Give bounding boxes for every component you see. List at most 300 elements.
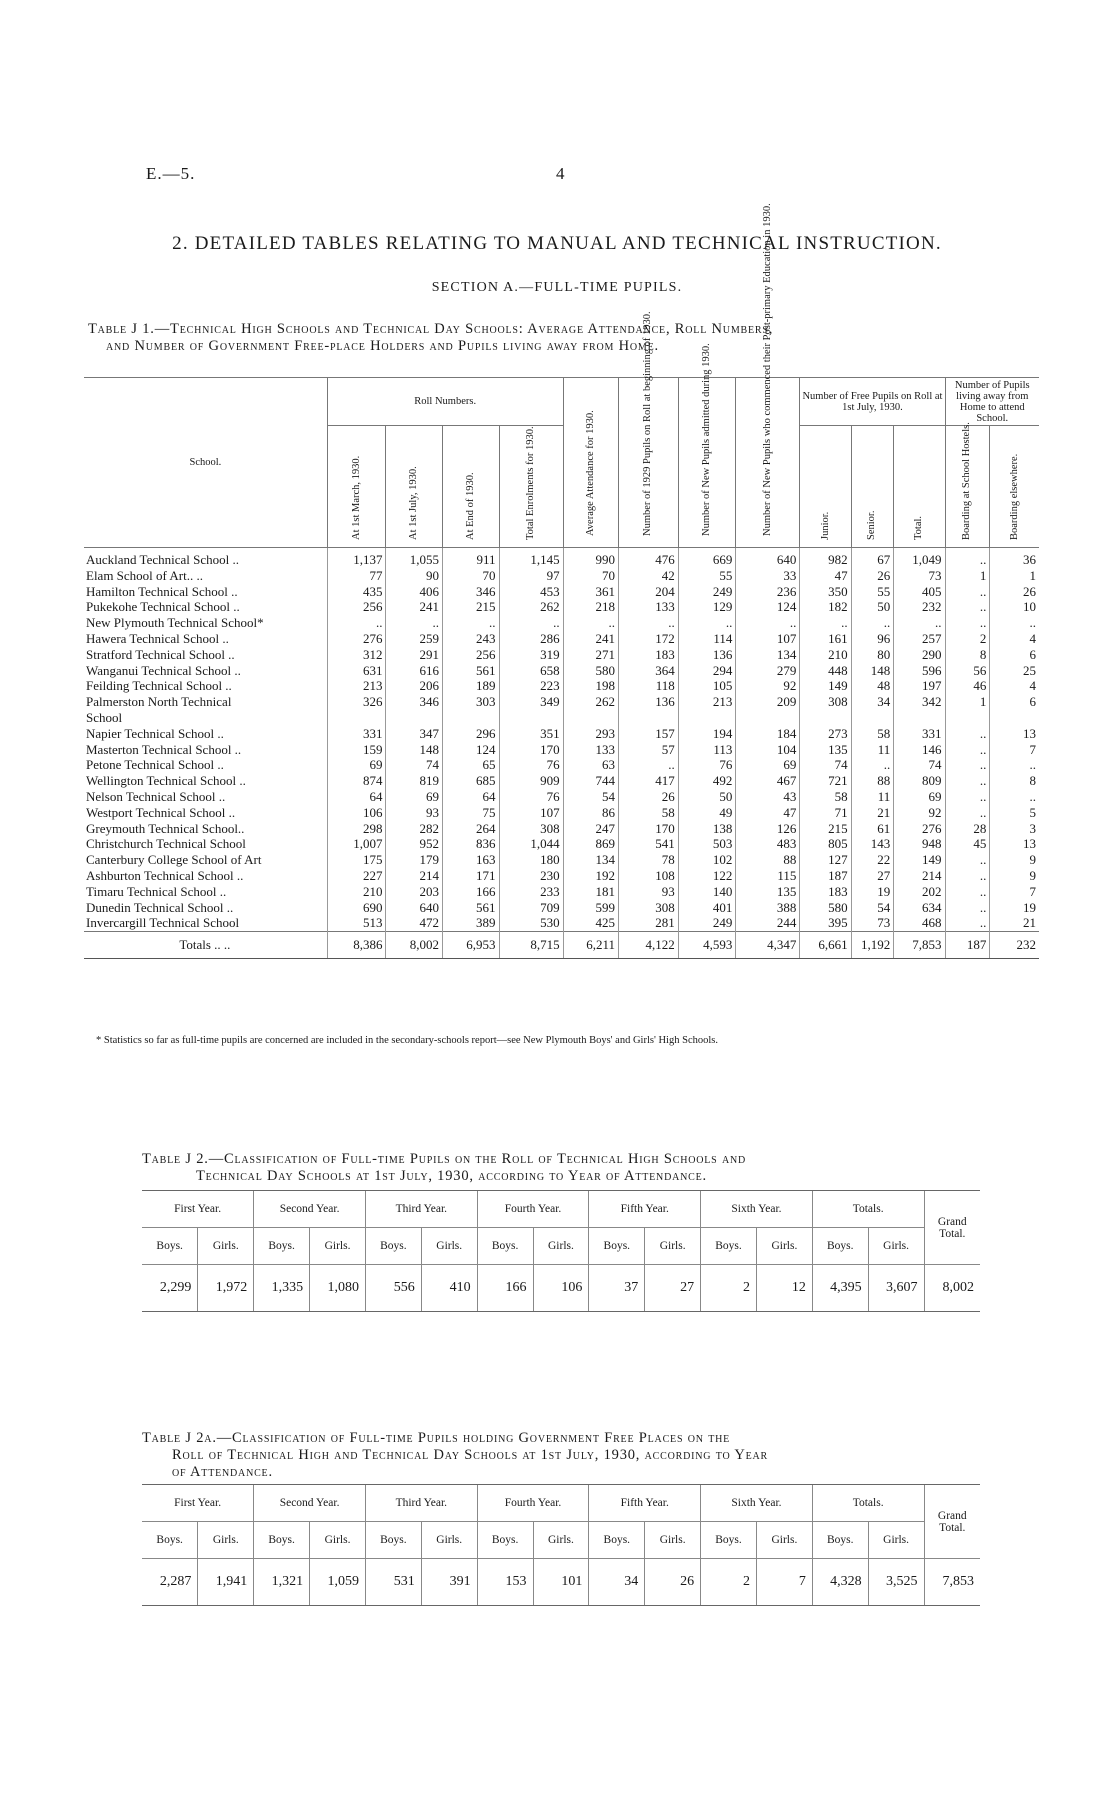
table-cell: 202 xyxy=(894,884,945,900)
table-j2a-caption-line1: Table J 2a.—Classification of Full-time Pupils holding Government Free Places on the xyxy=(142,1430,731,1446)
table-cell: 210 xyxy=(327,884,386,900)
table-cell: 350 xyxy=(800,584,851,600)
table-cell xyxy=(499,710,563,726)
year-header: Totals. xyxy=(812,1191,924,1228)
table-cell: .. xyxy=(945,789,990,805)
table-cell: .. xyxy=(736,615,800,631)
table-cell: 303 xyxy=(442,694,499,710)
page-reference: E.—5. xyxy=(146,164,196,183)
table-cell: 22 xyxy=(851,852,894,868)
table-cell: 291 xyxy=(386,647,443,663)
table-cell: 346 xyxy=(442,584,499,600)
table-cell: 6 xyxy=(990,647,1039,663)
table-cell xyxy=(736,710,800,726)
table-cell: 136 xyxy=(619,694,679,710)
table-cell: 148 xyxy=(386,742,443,758)
table-cell: 45 xyxy=(945,836,990,852)
table-cell: 276 xyxy=(327,631,386,647)
table-cell xyxy=(990,710,1039,726)
school-name: Nelson Technical School .. xyxy=(86,788,226,804)
year-header: Third Year. xyxy=(365,1485,477,1522)
boys-header: Boys. xyxy=(477,1228,533,1265)
table-cell: 77 xyxy=(327,568,386,584)
school-name: Wanganui Technical School .. xyxy=(86,662,241,678)
table-cell: 149 xyxy=(894,852,945,868)
girls-header: Girls. xyxy=(421,1228,477,1265)
table-j1-footnote: * Statistics so far as full-time pupils are concerned are included in the secondary-schools report—see New Plymouth Boys' and Girls' High Schools. xyxy=(96,1035,718,1046)
table-cell: 148 xyxy=(851,663,894,679)
totals-label: Totals .. .. xyxy=(84,932,327,959)
table-cell: 874 xyxy=(327,773,386,789)
table-cell: 135 xyxy=(800,742,851,758)
school-name: Stratford Technical School .. xyxy=(86,646,235,662)
value-cell: 37 xyxy=(589,1265,645,1312)
table-cell: 264 xyxy=(442,821,499,837)
girls-header: Girls. xyxy=(756,1228,812,1265)
boys-header: Boys. xyxy=(254,1228,310,1265)
table-cell: 49 xyxy=(678,805,736,821)
table-cell: 75 xyxy=(442,805,499,821)
table-cell: 631 xyxy=(327,663,386,679)
table-cell: 282 xyxy=(386,821,443,837)
totals-cell: 6,661 xyxy=(800,932,851,959)
table-cell: 241 xyxy=(386,599,443,615)
girls-header: Girls. xyxy=(533,1228,589,1265)
table-cell: 388 xyxy=(736,900,800,916)
girls-header: Girls. xyxy=(756,1522,812,1559)
table-cell: 294 xyxy=(678,663,736,679)
table-cell: 143 xyxy=(851,836,894,852)
table-cell: 1,055 xyxy=(386,548,443,568)
table-j2 xyxy=(142,1190,980,1312)
value-cell: 2 xyxy=(701,1265,757,1312)
table-cell: 50 xyxy=(678,789,736,805)
table-row xyxy=(84,631,1039,647)
table-cell: 236 xyxy=(736,584,800,600)
table-cell: .. xyxy=(945,599,990,615)
grand-total-header: Grand Total. xyxy=(924,1485,980,1559)
table-cell: 67 xyxy=(851,548,894,568)
table-cell: 46 xyxy=(945,678,990,694)
girls-header: Girls. xyxy=(645,1522,701,1559)
table-cell: 406 xyxy=(386,584,443,600)
table-j2-year-header xyxy=(142,1191,980,1228)
table-cell: 262 xyxy=(563,694,618,710)
school-name: Ashburton Technical School .. xyxy=(86,867,244,883)
table-cell: 48 xyxy=(851,678,894,694)
table-cell: 308 xyxy=(800,694,851,710)
table-row xyxy=(84,599,1039,615)
table-cell: 198 xyxy=(563,678,618,694)
col-group-free-pupils: Number of Free Pupils on Roll at 1st July, 1930. xyxy=(800,378,945,426)
main-title: 2. DETAILED TABLES RELATING TO MANUAL AND TECHNICAL INSTRUCTION. xyxy=(172,233,942,254)
table-j2-caption-line2: Technical Day Schools at 1st July, 1930, according to Year of Attendance. xyxy=(196,1168,707,1184)
boys-header: Boys. xyxy=(701,1522,757,1559)
table-cell: .. xyxy=(945,900,990,916)
year-header: Fifth Year. xyxy=(589,1191,701,1228)
totals-cell: 8,002 xyxy=(386,932,443,959)
school-name: Pukekohe Technical School .. xyxy=(86,599,240,615)
col-senior: Senior. xyxy=(851,426,894,548)
table-j1-caption xyxy=(88,321,1048,355)
table-cell: .. xyxy=(990,789,1039,805)
table-cell: .. xyxy=(619,757,679,773)
table-cell: 5 xyxy=(990,805,1039,821)
table-cell xyxy=(851,710,894,726)
boys-header: Boys. xyxy=(254,1522,310,1559)
table-cell: 69 xyxy=(386,789,443,805)
table-cell xyxy=(386,710,443,726)
table-cell: 990 xyxy=(563,548,618,568)
year-header: Fifth Year. xyxy=(589,1485,701,1522)
table-cell: .. xyxy=(678,615,736,631)
year-header: Second Year. xyxy=(254,1191,366,1228)
school-name: Invercargill Technical School xyxy=(86,915,240,931)
table-row xyxy=(84,663,1039,679)
col-group-living-away: Number of Pupils living away from Home to attend School. xyxy=(945,378,1039,426)
table-j2-caption-line1: Table J 2.—Classification of Full-time Pupils on the Roll of Technical High Schools and xyxy=(142,1151,747,1167)
table-cell: .. xyxy=(945,868,990,884)
table-cell: 181 xyxy=(563,884,618,900)
table-cell: .. xyxy=(894,615,945,631)
table-cell: 88 xyxy=(736,852,800,868)
table-cell: 1,137 xyxy=(327,548,386,568)
table-cell: .. xyxy=(386,615,443,631)
value-cell: 1,941 xyxy=(198,1559,254,1606)
table-cell: 351 xyxy=(499,726,563,742)
boys-header: Boys. xyxy=(142,1228,198,1265)
table-cell: 58 xyxy=(800,789,851,805)
table-cell: 709 xyxy=(499,900,563,916)
table-cell: 279 xyxy=(736,663,800,679)
table-cell: 76 xyxy=(678,757,736,773)
table-j2-caption xyxy=(142,1151,982,1185)
girls-header: Girls. xyxy=(198,1228,254,1265)
table-cell: 640 xyxy=(386,900,443,916)
table-cell: 227 xyxy=(327,868,386,884)
table-cell: 54 xyxy=(563,789,618,805)
table-cell: 326 xyxy=(327,694,386,710)
table-cell: 616 xyxy=(386,663,443,679)
table-cell: 146 xyxy=(894,742,945,758)
table-cell: 281 xyxy=(619,915,679,931)
table-cell: 1,145 xyxy=(499,548,563,568)
table-cell: 126 xyxy=(736,821,800,837)
table-cell: 73 xyxy=(894,568,945,584)
table-row xyxy=(84,773,1039,789)
table-cell: 106 xyxy=(327,805,386,821)
table-cell: 312 xyxy=(327,647,386,663)
value-cell: 27 xyxy=(645,1265,701,1312)
col-at-1st-july: At 1st July, 1930. xyxy=(386,426,443,548)
table-cell: 34 xyxy=(851,694,894,710)
value-cell: 166 xyxy=(477,1265,533,1312)
table-cell: 76 xyxy=(499,757,563,773)
table-row xyxy=(84,726,1039,742)
table-cell: 73 xyxy=(851,915,894,931)
table-cell: 124 xyxy=(736,599,800,615)
table-cell: 11 xyxy=(851,742,894,758)
table-row xyxy=(84,548,1039,568)
table-cell: 69 xyxy=(736,757,800,773)
table-cell xyxy=(442,710,499,726)
table-cell: 63 xyxy=(563,757,618,773)
table-cell: 180 xyxy=(499,852,563,868)
table-cell: 56 xyxy=(945,663,990,679)
table-cell: .. xyxy=(442,615,499,631)
table-cell: 223 xyxy=(499,678,563,694)
table-cell: 276 xyxy=(894,821,945,837)
table-cell: 133 xyxy=(563,742,618,758)
table-j2a-year-header xyxy=(142,1485,980,1522)
table-cell: 596 xyxy=(894,663,945,679)
table-cell: 395 xyxy=(800,915,851,931)
table-cell: 114 xyxy=(678,631,736,647)
value-cell: 1,335 xyxy=(254,1265,310,1312)
totals-cell: 6,211 xyxy=(563,932,618,959)
table-cell: 104 xyxy=(736,742,800,758)
table-cell: 1 xyxy=(945,694,990,710)
value-cell: 7 xyxy=(756,1559,812,1606)
totals-cell: 4,347 xyxy=(736,932,800,959)
year-header: First Year. xyxy=(142,1485,254,1522)
table-cell: 213 xyxy=(678,694,736,710)
table-cell: 308 xyxy=(619,900,679,916)
totals-row xyxy=(84,932,1039,959)
table-cell: 19 xyxy=(990,900,1039,916)
table-row xyxy=(84,900,1039,916)
value-cell: 8,002 xyxy=(924,1265,980,1312)
table-row xyxy=(84,789,1039,805)
table-cell: 124 xyxy=(442,742,499,758)
table-cell xyxy=(619,710,679,726)
table-cell xyxy=(800,710,851,726)
col-at-1st-march: At 1st March, 1930. xyxy=(327,426,386,548)
table-cell: 50 xyxy=(851,599,894,615)
table-cell: 215 xyxy=(800,821,851,837)
table-cell: 836 xyxy=(442,836,499,852)
table-cell: 96 xyxy=(851,631,894,647)
table-cell: 206 xyxy=(386,678,443,694)
boys-header: Boys. xyxy=(812,1522,868,1559)
table-cell: 70 xyxy=(563,568,618,584)
table-cell: 182 xyxy=(800,599,851,615)
girls-header: Girls. xyxy=(868,1522,924,1559)
school-name: School xyxy=(86,709,123,725)
school-name: Hamilton Technical School .. xyxy=(86,583,238,599)
girls-header: Girls. xyxy=(533,1522,589,1559)
table-cell: 26 xyxy=(619,789,679,805)
table-cell: 492 xyxy=(678,773,736,789)
table-cell: 417 xyxy=(619,773,679,789)
school-name: Timaru Technical School .. xyxy=(86,883,227,899)
table-cell: 273 xyxy=(800,726,851,742)
table-row xyxy=(84,678,1039,694)
col-boarding-hostels: Boarding at School Hostels. xyxy=(945,426,990,548)
table-cell: 159 xyxy=(327,742,386,758)
table-cell: .. xyxy=(945,615,990,631)
table-cell: 262 xyxy=(499,599,563,615)
table-cell: 215 xyxy=(442,599,499,615)
value-cell: 153 xyxy=(477,1559,533,1606)
table-cell: .. xyxy=(851,615,894,631)
table-cell: 389 xyxy=(442,915,499,931)
table-cell: 809 xyxy=(894,773,945,789)
table-cell: 133 xyxy=(619,599,679,615)
table-cell: 271 xyxy=(563,647,618,663)
table-cell: 71 xyxy=(800,805,851,821)
table-cell: 911 xyxy=(442,548,499,568)
value-cell: 1,972 xyxy=(198,1265,254,1312)
col-group-roll-numbers: Roll Numbers. xyxy=(327,378,563,426)
table-cell: 503 xyxy=(678,836,736,852)
table-cell: 230 xyxy=(499,868,563,884)
table-cell: 61 xyxy=(851,821,894,837)
value-cell: 34 xyxy=(589,1559,645,1606)
value-cell: 2,299 xyxy=(142,1265,198,1312)
totals-cell: 4,122 xyxy=(619,932,679,959)
table-cell: 26 xyxy=(851,568,894,584)
totals-cell: 8,715 xyxy=(499,932,563,959)
col-junior: Junior. xyxy=(800,426,851,548)
col-school: School. xyxy=(84,378,327,548)
table-j2-values xyxy=(142,1265,980,1312)
table-cell: 42 xyxy=(619,568,679,584)
girls-header: Girls. xyxy=(310,1522,366,1559)
table-cell: 1 xyxy=(990,568,1039,584)
table-row xyxy=(84,615,1039,631)
table-cell: 70 xyxy=(442,568,499,584)
table-cell: 187 xyxy=(800,868,851,884)
table-j2a-caption xyxy=(142,1430,982,1481)
school-name: Wellington Technical School .. xyxy=(86,773,246,789)
table-row xyxy=(84,884,1039,900)
table-cell: 86 xyxy=(563,805,618,821)
table-cell: 69 xyxy=(327,757,386,773)
table-cell: 349 xyxy=(499,694,563,710)
table-cell: .. xyxy=(945,584,990,600)
table-cell: 3 xyxy=(990,821,1039,837)
table-j1-caption-line2: and Number of Government Free-place Holders and Pupils living away from Home. xyxy=(106,338,659,354)
table-cell: 599 xyxy=(563,900,618,916)
value-cell: 101 xyxy=(533,1559,589,1606)
table-cell: 13 xyxy=(990,726,1039,742)
table-cell: 92 xyxy=(894,805,945,821)
value-cell: 410 xyxy=(421,1265,477,1312)
table-cell: 107 xyxy=(499,805,563,821)
table-cell: 331 xyxy=(894,726,945,742)
table-cell: .. xyxy=(945,852,990,868)
table-cell: 347 xyxy=(386,726,443,742)
school-name: Westport Technical School .. xyxy=(86,804,236,820)
table-cell: 184 xyxy=(736,726,800,742)
table-cell: 64 xyxy=(327,789,386,805)
table-cell: 204 xyxy=(619,584,679,600)
col-boarding-elsewhere: Boarding elsewhere. xyxy=(990,426,1039,548)
table-cell: 47 xyxy=(800,568,851,584)
table-cell xyxy=(327,710,386,726)
totals-cell: 4,593 xyxy=(678,932,736,959)
table-cell: 308 xyxy=(499,821,563,837)
table-cell: 26 xyxy=(990,584,1039,600)
table-cell: 8 xyxy=(990,773,1039,789)
table-cell: 163 xyxy=(442,852,499,868)
table-cell: 115 xyxy=(736,868,800,884)
totals-cell: 8,386 xyxy=(327,932,386,959)
table-cell: 453 xyxy=(499,584,563,600)
boys-header: Boys. xyxy=(701,1228,757,1265)
table-cell: 819 xyxy=(386,773,443,789)
table-cell: 183 xyxy=(800,884,851,900)
table-cell: 561 xyxy=(442,900,499,916)
table-cell: 107 xyxy=(736,631,800,647)
table-cell: 1,049 xyxy=(894,548,945,568)
table-cell: 209 xyxy=(736,694,800,710)
table-cell: .. xyxy=(851,757,894,773)
table-cell: 25 xyxy=(990,663,1039,679)
year-header: Fourth Year. xyxy=(477,1485,589,1522)
table-cell: 257 xyxy=(894,631,945,647)
girls-header: Girls. xyxy=(310,1228,366,1265)
table-j2-sex-header xyxy=(142,1228,980,1265)
year-header: Second Year. xyxy=(254,1485,366,1522)
table-cell: 467 xyxy=(736,773,800,789)
table-cell: 58 xyxy=(851,726,894,742)
table-cell xyxy=(678,710,736,726)
value-cell: 3,607 xyxy=(868,1265,924,1312)
table-cell: .. xyxy=(945,757,990,773)
table-cell: 93 xyxy=(386,805,443,821)
table-cell: 78 xyxy=(619,852,679,868)
table-cell: 28 xyxy=(945,821,990,837)
table-cell xyxy=(945,710,990,726)
school-name: Christchurch Technical School xyxy=(86,836,246,852)
school-name: Feilding Technical School .. xyxy=(86,678,232,694)
table-cell: 513 xyxy=(327,915,386,931)
table-cell: 80 xyxy=(851,647,894,663)
table-row xyxy=(84,584,1039,600)
table-cell: 9 xyxy=(990,852,1039,868)
table-cell: 290 xyxy=(894,647,945,663)
table-cell: 721 xyxy=(800,773,851,789)
page-number: 4 xyxy=(556,164,565,183)
table-cell: 346 xyxy=(386,694,443,710)
table-cell: 197 xyxy=(894,678,945,694)
totals-cell: 6,953 xyxy=(442,932,499,959)
col-new-pupils: Number of New Pupils admitted during 1930. xyxy=(678,378,736,548)
table-cell: 93 xyxy=(619,884,679,900)
table-cell: 21 xyxy=(990,915,1039,931)
year-header: Fourth Year. xyxy=(477,1191,589,1228)
school-name: Palmerston North Technical xyxy=(86,694,232,710)
value-cell: 391 xyxy=(421,1559,477,1606)
table-cell: .. xyxy=(945,805,990,821)
school-name: Masterton Technical School .. xyxy=(86,741,242,757)
table-j2a-caption-line2: Roll of Technical High and Technical Day Schools at 1st July, 1930, according to Year xyxy=(172,1447,769,1463)
table-j1-caption-line1: Table J 1.—Technical High Schools and Technical Day Schools: Average Attendance, Roll Numbers, xyxy=(88,321,774,337)
table-cell: 105 xyxy=(678,678,736,694)
table-cell: 172 xyxy=(619,631,679,647)
table-cell: 76 xyxy=(499,789,563,805)
col-post-primary: Number of New Pupils who commenced their Post-primary Education in 1930. xyxy=(736,378,800,548)
table-cell: 256 xyxy=(442,647,499,663)
table-cell: .. xyxy=(945,773,990,789)
table-cell: 476 xyxy=(619,548,679,568)
table-cell: 580 xyxy=(800,900,851,916)
table-cell: 102 xyxy=(678,852,736,868)
table-cell: 364 xyxy=(619,663,679,679)
table-cell: 1,044 xyxy=(499,836,563,852)
